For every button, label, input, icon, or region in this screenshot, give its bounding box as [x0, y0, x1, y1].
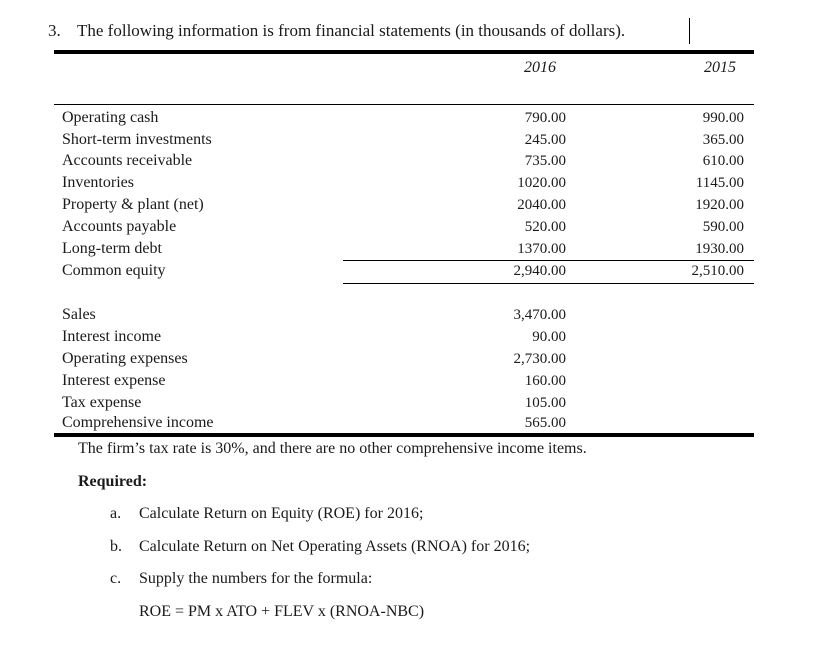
cell-2015: 1930.00	[695, 241, 744, 257]
text-cursor	[689, 18, 690, 44]
item-text: Calculate Return on Equity (ROE) for 2016;	[139, 505, 424, 522]
row-label: Accounts receivable	[62, 152, 193, 169]
cell-2015: 365.00	[702, 132, 744, 148]
cell-2016: 160.00	[524, 373, 566, 389]
required-heading: Required:	[78, 473, 148, 490]
cell-2016: 90.00	[532, 329, 566, 345]
cell-2016: 565.00	[524, 415, 566, 431]
row-label: Property & plant (net)	[62, 196, 204, 213]
item-text: Calculate Return on Net Operating Assets (RNOA) for 2016;	[139, 538, 531, 555]
item-letter: c.	[110, 570, 122, 587]
subtotal-rule	[343, 260, 754, 261]
row-label: Accounts payable	[62, 218, 177, 235]
cell-2015: 1145.00	[695, 175, 744, 191]
column-header-2015: 2015	[704, 59, 736, 76]
cell-2016: 1370.00	[517, 241, 566, 257]
cell-2015: 590.00	[702, 219, 744, 235]
row-label: Interest income	[62, 328, 162, 345]
tax-note: The firm’s tax rate is 30%, and there are no other comprehensive income items.	[78, 440, 587, 457]
item-text: Supply the numbers for the formula:	[139, 570, 373, 587]
row-label: Common equity	[62, 262, 166, 279]
question-number: 3.	[48, 21, 61, 40]
row-label: Comprehensive income	[62, 414, 214, 431]
cell-2016: 790.00	[524, 110, 566, 126]
cell-2016: 2,940.00	[513, 263, 566, 279]
row-label: Long-term debt	[62, 240, 162, 257]
cell-2015: 990.00	[702, 110, 744, 126]
roe-formula: ROE = PM x ATO + FLEV x (RNOA-NBC)	[139, 603, 425, 620]
total-rule	[343, 283, 754, 284]
cell-2016: 735.00	[524, 153, 566, 169]
cell-2016: 105.00	[524, 395, 566, 411]
cell-2015: 1920.00	[695, 197, 744, 213]
row-label: Inventories	[62, 174, 134, 191]
item-letter: b.	[110, 538, 122, 555]
cell-2016: 520.00	[524, 219, 566, 235]
row-label: Operating expenses	[62, 350, 188, 367]
row-label: Interest expense	[62, 372, 166, 389]
table-top-rule	[54, 50, 754, 54]
row-label: Short-term investments	[62, 131, 212, 148]
row-label: Operating cash	[62, 109, 159, 126]
cell-2016: 1020.00	[517, 175, 566, 191]
column-header-2016: 2016	[524, 59, 556, 76]
cell-2015: 610.00	[702, 153, 744, 169]
item-letter: a.	[110, 505, 122, 522]
cell-2016: 3,470.00	[513, 307, 566, 323]
cell-2015: 2,510.00	[691, 263, 744, 279]
cell-2016: 245.00	[524, 132, 566, 148]
cell-2016: 2,730.00	[513, 351, 566, 367]
row-label: Sales	[62, 306, 96, 323]
table-bottom-rule	[54, 433, 754, 437]
cell-2016: 2040.00	[517, 197, 566, 213]
row-label: Tax expense	[62, 394, 142, 411]
question-text: The following information is from financial statements (in thousands of dollars).	[77, 21, 626, 40]
header-separator	[54, 104, 754, 105]
